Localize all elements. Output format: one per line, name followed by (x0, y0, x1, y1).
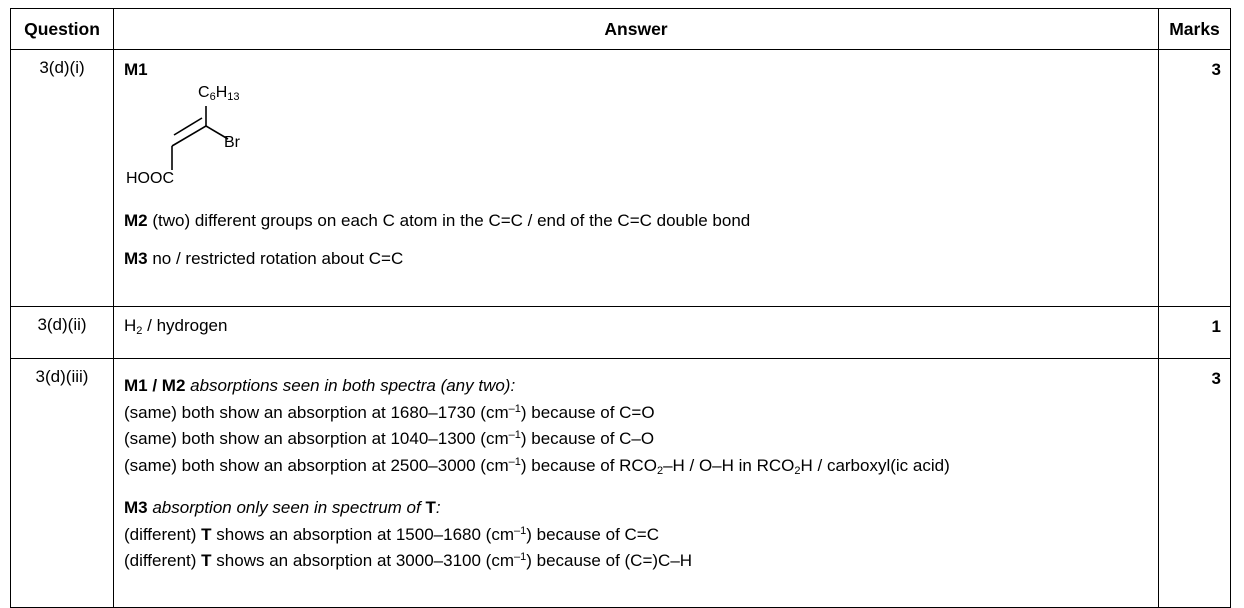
list-item: (same) both show an absorption at 1040–1300 $(cm^{-1})$ because of C–O (124, 429, 655, 448)
table-row (11, 307, 1231, 359)
marks-value: 3 (1159, 50, 1231, 307)
answer-cell (114, 359, 1159, 608)
carboxylic-acid-label: HOOC (126, 170, 174, 187)
m1-m2-heading: M1 / M2 absorptions seen in both spectra (any two): (124, 376, 516, 395)
header-question: Question (11, 9, 114, 50)
mark-scheme-table (10, 8, 1231, 608)
answer-cell (114, 50, 1159, 307)
answer-cell: $H_2$ / hydrogen (114, 307, 1159, 359)
hexyl-group-label: $C_6H_{13}$ (198, 84, 240, 103)
header-answer: Answer (114, 9, 1159, 50)
question-number: 3(d)(ii) (11, 307, 114, 359)
bromo-label: Br (224, 134, 240, 151)
list-item: (same) both show an absorption at 1680–1730 $(cm^{-1})$ because of C=O (124, 402, 655, 422)
header-marks: Marks (1159, 9, 1231, 50)
table-row (11, 359, 1231, 608)
header-row (11, 9, 1231, 50)
structural-formula (124, 84, 324, 204)
question-number: 3(d)(iii) (11, 359, 114, 608)
m1-label: M1 (124, 60, 148, 79)
marks-value: 1 (1159, 307, 1231, 359)
list-item: (same) both show an absorption at 2500–3000 $(cm^{-1})$ because of $RCO_2-H / O-H$ in $RCO_2H$ / carboxyl(ic acid) (124, 455, 950, 477)
table-row (11, 50, 1231, 307)
m3-point: M3 no / restricted rotation about C=C (124, 249, 404, 268)
question-number: 3(d)(i) (11, 50, 114, 307)
marks-value: 3 (1159, 359, 1231, 608)
list-item: (different) T shows an absorption at 1500–1680 $(cm^{-1})$ because of C=C (124, 524, 659, 544)
list-item: (different) T shows an absorption at 3000–3100 $(cm^{-1})$ because of (C=)C–H (124, 551, 693, 570)
m2-point: M2 (two) different groups on each C atom in the C=C / end of the C=C double bond (124, 211, 751, 230)
m3-heading: M3 absorption only seen in spectrum of T: (124, 498, 441, 517)
